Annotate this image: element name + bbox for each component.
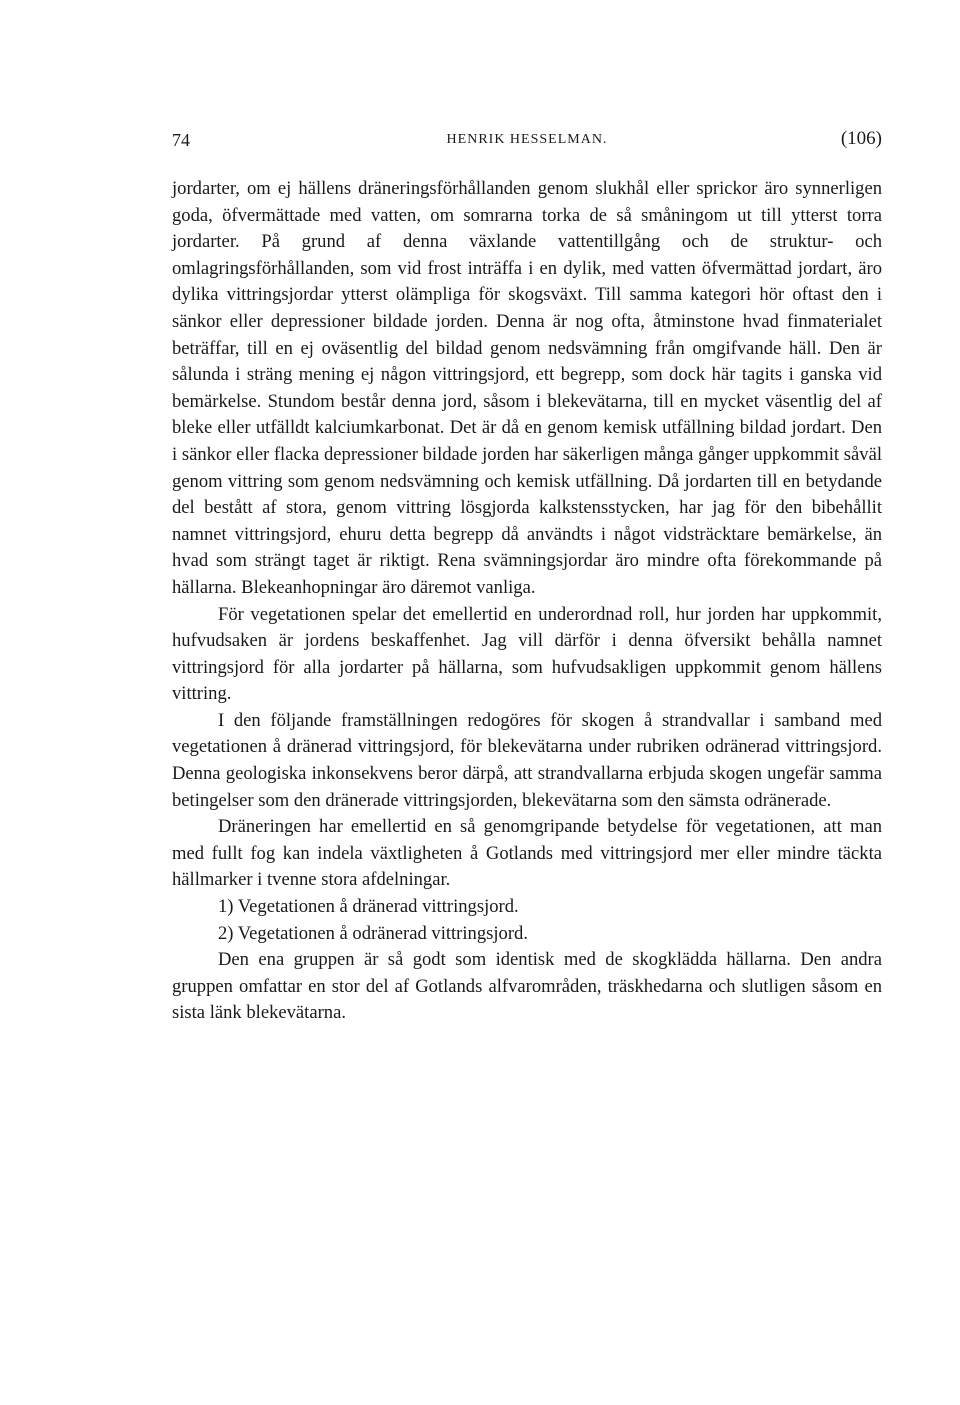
body-text [172, 176, 882, 1027]
paragraph-4: Dräneringen har emellertid en så genomgripande betydelse för vegetationen, att man med fullt fog kan indela växtligheten å Gotlands med vittringsjord mer eller mindre täckta hällmarker i tvenne stora afdelningar. [172, 816, 882, 891]
page-number: 74 [172, 130, 190, 150]
running-head [172, 128, 882, 158]
paragraph-1: jordarter, om ej hällens dräneringsförhållanden genom slukhål eller sprickor äro synnerligen goda, öfvermättade med vatten, om somrarna torka de så småningom ut till ytterst torra jordarter. På grund af denna växlande vattentillgång och de struktur- och omlagringsförhållanden, som vid frost inträffa i en dylik, med vatten öfvermättad jordart, äro dylika vittringsjordar ytterst olämpliga för skogsväxt. Till samma kategori hör oftast den i sänkor eller depressioner bildade jorden. Denna är nog ofta, åtminstone hvad finmaterialet beträffar, till en ej oväsentlig del bildad genom nedsvämning från omgifvande häll. Den är sålunda i sträng mening ej någon vittringsjord, ett begrepp, som dock här tagits i ganska vid bemärkelse. Stundom består denna jord, såsom i blekevätarna, till en mycket väsentlig del af bleke eller utfälldt kalciumkarbonat. Det är då en genom kemisk utfällning bildad jordart. Den i sänkor eller flacka depressioner bildade jorden har säkerligen många gånger uppkommit såväl genom vittring som genom nedsvämning och kemisk utfällning. Då jordarten till en betydande del bestått af stora, genom vittring lösgjorda kalkstensstycken, har jag för den bibehållit namnet vittringsjord, ehuru detta begrepp då användts i något vidsträcktare bemärkelse, än hvad som strängt taget är riktigt. Rena svämningsjordar äro mindre ofta förekommande på hällarna. Blekeanhopningar äro däremot vanliga. [172, 178, 882, 598]
paragraph-2: För vegetationen spelar det emellertid en underordnad roll, hur jorden har uppkommit, hufvudsaken är jordens beskaffenhet. Jag vill därför i denna öfversikt behålla namnet vittringsjord för alla jordarter på hällarna, som hufvudsakligen uppkommit genom hällens vittring. [172, 603, 882, 705]
list-item-1: 1) Vegetationen å dränerad vittringsjord. [218, 896, 519, 918]
book-page [172, 128, 882, 1027]
section-number: (106) [840, 128, 882, 149]
running-head-author: HENRIK HESSELMAN. [446, 132, 608, 147]
paragraph-3: I den följande framställningen redogöres för skogen å strandvallar i samband med vegetationen å dränerad vittringsjord, för blekevätarna under rubriken odränerad vittringsjord. Denna geologiska inkonsekvens beror därpå, att strandvallarna erbjuda skogen ungefär samma betingelser som den dränerade vittringsjorden, blekevätarna som den sämsta odränerade. [172, 709, 882, 811]
list-item-2: 2) Vegetationen å odränerad vittringsjord. [218, 922, 528, 944]
paragraph-5: Den ena gruppen är så godt som identisk med de skogklädda hällarna. Den andra gruppen omfattar en stor del af Gotlands alfvarområden, träskhedarna och slutligen såsom en sista länk blekevätarna. [172, 949, 882, 1024]
